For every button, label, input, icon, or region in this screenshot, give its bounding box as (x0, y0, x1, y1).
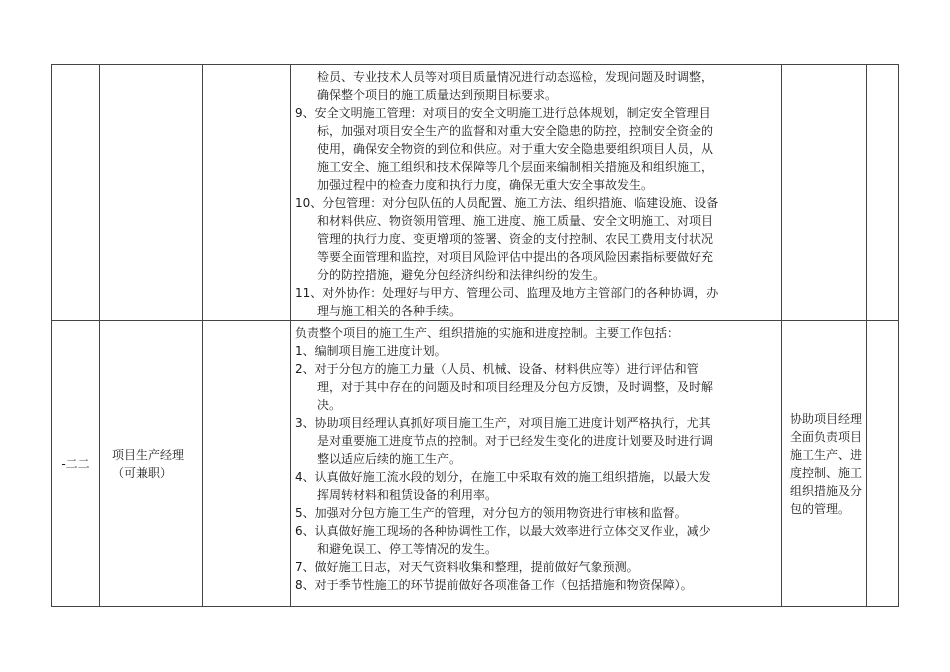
duty-item-9: 9、安全文明施工管理：对项目的安全文明施工进行总体规划，制定安全管理目 标，加强对项目安全生产的监督和对重大安全隐患的防控，控制安全资金的 使用，确保安全物资的到位和供应。对于重大安全隐患要组织项目人员，从 施工安全、施工组织和技术保障等几个层面来编制相关措施及和组织施工， 加强过程中的检查力度和执行力度，确保无重大安全事故发生。 (295, 106, 714, 192)
table-row (52, 65, 899, 321)
role-note: （可兼职） (112, 465, 173, 480)
duty-item-8: 8、对于季节性施工的环节提前做好各项准备工作（包括措施和物资保障）。 (295, 578, 693, 592)
duty-item-1: 1、编制项目施工进度计划。 (295, 344, 447, 358)
duty-intro: 负责整个项目的施工生产、组织措施的实施和进度控制。主要工作包括： (295, 326, 680, 340)
role-title: 项目生产经理 (112, 447, 185, 462)
duty-item-5: 5、加强对分包方施工生产的管理，对分包方的领用物资进行审核和监督。 (295, 506, 687, 520)
responsibility-cell: 协助项目经理 全面负责项目 施工生产、进 度控制、施工 组织措施及分 包的管理。 (782, 321, 867, 607)
role-cell (100, 321, 203, 607)
blank-cell (203, 65, 291, 321)
responsibility-cell (782, 65, 867, 321)
duty-item-4: 4、认真做好施工流水段的划分，在施工中采取有效的施工组织措施，以最大发 挥周转材料和租赁设备的利用率。 (295, 470, 711, 502)
remark-cell (867, 321, 899, 607)
duty-item-7: 7、做好施工日志，对天气资料收集和整理，提前做好气象预测。 (295, 560, 639, 574)
responsibility-table (51, 64, 899, 607)
duty-item-11: 11、对外协作：处理好与甲方、管理公司、监理及地方主管部门的各种协调，办 理与施工相关的各种手续。 (295, 286, 719, 318)
remark-cell (867, 65, 899, 321)
duty-item-3: 3、协助项目经理认真抓好项目施工生产，对项目施工进度计划严格执行，尤其 是对重要施工进度节点的控制。对于已经发生变化的进度计划要及时进行调 整以适应后续的施工生产。 (295, 416, 714, 466)
duties-cell (291, 321, 782, 607)
duty-item-10: 10、分包管理：对分包队伍的人员配置、施工方法、组织措施、临建设施、设备 和材料供应、物资领用管理、施工进度、施工质量、安全文明施工、对项目 管理的执行力度、变更增项的签署、资金的支付控制、农民工费用支付状况 等要全面管理和监控，对项目风险评估中提出的各项风险因素指标要做好充 分的防控措施，避免分包经济纠纷和法律纠纷的发生。 (295, 196, 719, 282)
duty-item-6: 6、认真做好施工现场的各种协调性工作，以最大效率进行立体交叉作业，减少 和避免误工、停工等情况的发生。 (295, 524, 711, 556)
duties-cell (291, 65, 782, 321)
duty-item-2: 2、对于分包方的施工力量（人员、机械、设备、材料供应等）进行评估和管 理，对于其中存在的问题及时和项目经理及分包方反馈，及时调整，及时解 决。 (295, 362, 714, 412)
duty-continuation: 检员、专业技术人员等对项目质量情况进行动态巡检，发现问题及时调整， 确保整个项目的施工质量达到预期目标要求。 (317, 70, 714, 102)
table-row (52, 321, 899, 607)
role-cell (100, 65, 203, 321)
blank-cell (203, 321, 291, 607)
seq-cell: -二二 (52, 321, 100, 607)
seq-cell (52, 65, 100, 321)
